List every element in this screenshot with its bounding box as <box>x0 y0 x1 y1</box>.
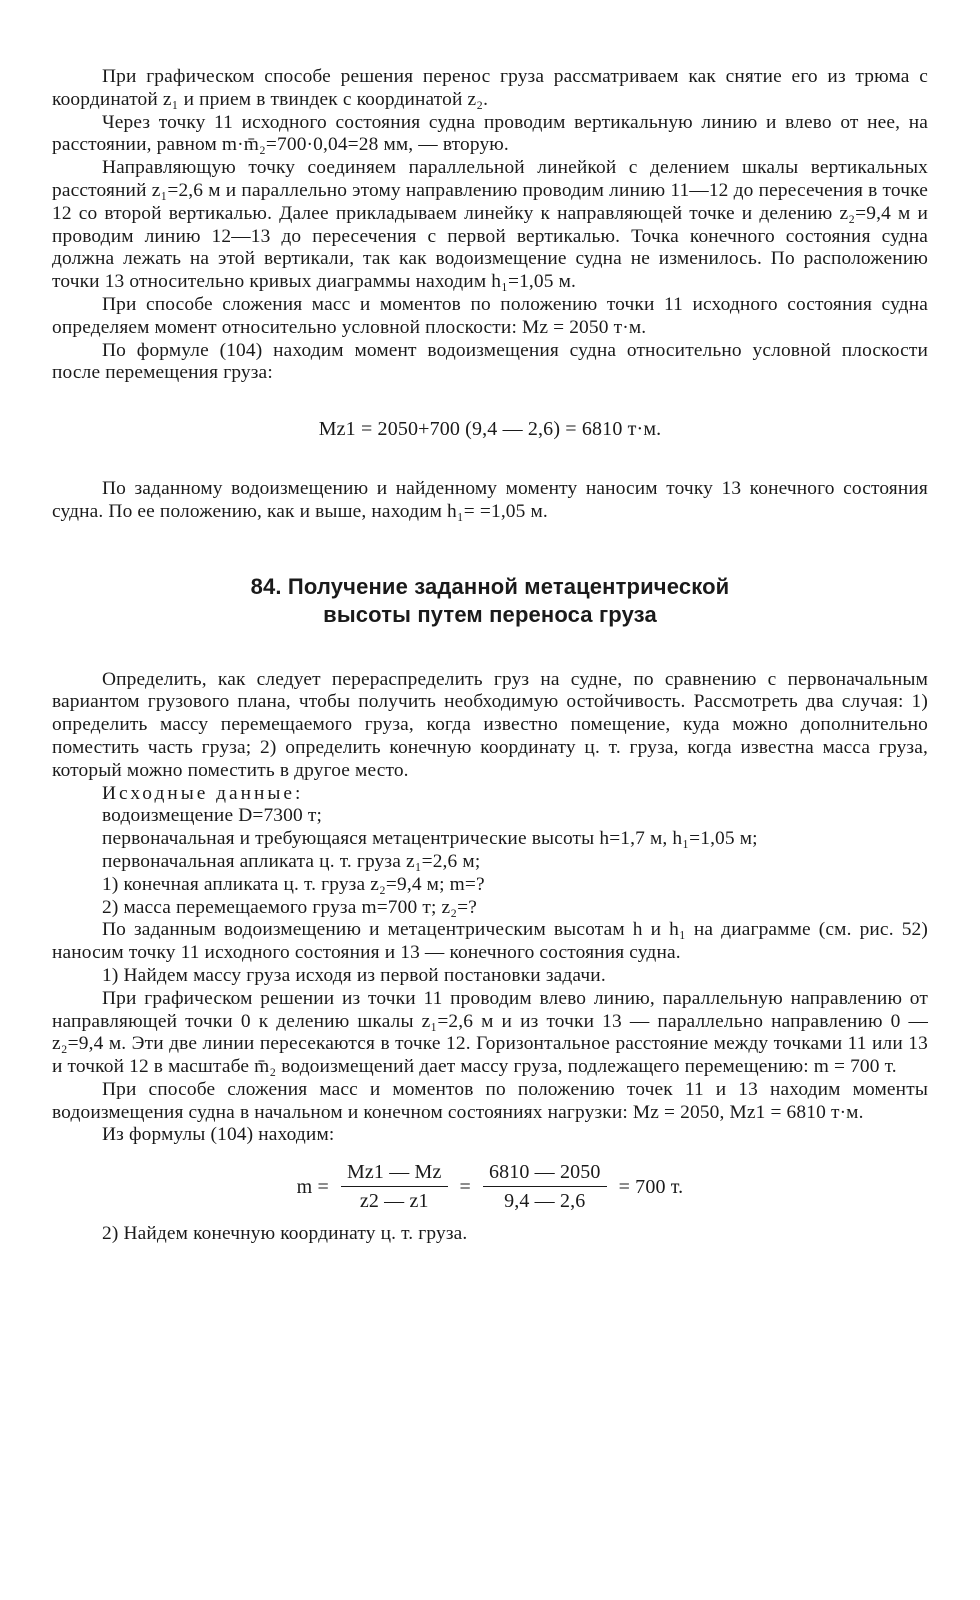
fraction-numeric <box>483 1161 607 1213</box>
section-heading <box>52 573 928 629</box>
paragraph: Направляющую точку соединяем параллельной линейкой с делением шкалы вертикальных расстояний z₁=2,6 м и параллельно этому направлению проводим линию 11—12 до пересечения в точке 12 со второй вертикалью. Далее прикладываем линейку к направляющей точке и делению z₂=9,4 м и проводим линию 12—13 до пересечения с первой вертикалью. Точка конечного состояния судна должна лежать на этой вертикали, так как водоизмещение судна не изменилось. По расположению точки 13 относительно кривых диаграммы находим h₁=1,05 м. <box>52 157 928 293</box>
given-line: первоначальная апликата ц. т. груза z₁=2,6 м; <box>102 850 481 872</box>
paragraph: 1) Найдем массу груза исходя из первой постановки задачи. <box>102 964 606 986</box>
paragraph: По формуле (104) находим момент водоизмещения судна относительно условной плоскости после перемещения груза: <box>52 339 928 384</box>
task-paragraph: Определить, как следует перераспределить груз на судне, по сравнению с первоначальным вариантом грузового плана, чтобы получить необходимую остойчивость. Рассмотреть два случая: 1) определить массу перемещаемого груза, когда известно помещение, куда можно дополнительно поместить часть груза; 2) определить конечную координату ц. т. груза, когда известна масса груза, который можно поместить в другое место. <box>52 668 928 781</box>
fraction-numerator: Mz1 — Mz <box>341 1161 448 1187</box>
paragraph: По заданным водоизмещению и метацентрическим высотам h и h₁ на диаграмме (см. рис. 52) наносим точку 11 исходного состояния и 13 — конечного состояния судна. <box>52 919 928 964</box>
page-body <box>52 66 928 1246</box>
fraction-symbolic <box>341 1161 448 1213</box>
fraction-numerator: 6810 — 2050 <box>483 1161 607 1187</box>
section-title-line1: 84. Получение заданной метацентрической <box>250 573 730 599</box>
section-title-line2: высоты путем переноса груза <box>323 601 657 627</box>
paragraph: При способе сложения масс и моментов по положению точек 11 и 13 находим моменты водоизмещения судна в начальном и конечном состояниях нагрузки: Mz = 2050, Mz1 = 6810 т·м. <box>52 1078 928 1123</box>
fraction-denominator: 9,4 — 2,6 <box>504 1190 586 1213</box>
paragraph: Из формулы (104) находим: <box>102 1124 335 1146</box>
paragraph: При способе сложения масс и моментов по положению точки 11 исходного состояния судна определяем момент относительно условной плоскости: Mz = 2050 т·м. <box>52 293 928 338</box>
formula-lhs: m = <box>296 1175 329 1198</box>
given-line: водоизмещение D=7300 т; <box>102 805 322 827</box>
paragraph: По заданному водоизмещению и найденному моменту наносим точку 13 конечного состояния судна. По ее положению, как и выше, находим h₁= =1,05 м. <box>52 477 928 522</box>
given-line: 2) масса перемещаемого груза m=700 т; z₂=? <box>102 896 478 918</box>
equals-sign: = <box>459 1175 471 1198</box>
given-heading: Исходные данные: <box>102 782 304 804</box>
fraction-denominator: z2 — z1 <box>359 1190 429 1213</box>
given-line: первоначальная и требующаяся метацентрические высоты h=1,7 м, h₁=1,05 м; <box>102 828 758 850</box>
formula-result: = 700 т. <box>618 1175 684 1198</box>
formula-moment: Mz1 = 2050+700 (9,4 — 2,6) = 6810 т·м. <box>318 418 662 441</box>
paragraph: При графическом решении из точки 11 проводим влево линию, параллельную направлению от направляющей точки 0 к делению шкалы z₁=2,6 м и из точки 13 — параллельно направлению 0 — z₂=9,4 м. Эти две линии пересекаются в точке 12. Горизонтальное расстояние между точками 11 или 13 и точкой 12 в масштабе m̄₂ водоизмещений дает массу груза, подлежащего перемещению: m = 700 т. <box>52 987 928 1078</box>
paragraph: При графическом способе решения перенос груза рассматриваем как снятие его из трюма с координатой z₁ и прием в твиндек с координатой z₂. <box>52 66 928 110</box>
paragraph: 2) Найдем конечную координату ц. т. груза. <box>102 1222 468 1244</box>
given-line: 1) конечная апликата ц. т. груза z₂=9,4 м; m=? <box>102 873 485 895</box>
spacer <box>52 629 928 669</box>
paragraph: Через точку 11 исходного состояния судна проводим вертикальную линию и влево от нее, на расстоянии, равном m·m̄₂=700·0,04=28 мм, — вторую. <box>52 111 928 156</box>
formula-mass <box>52 1161 928 1213</box>
